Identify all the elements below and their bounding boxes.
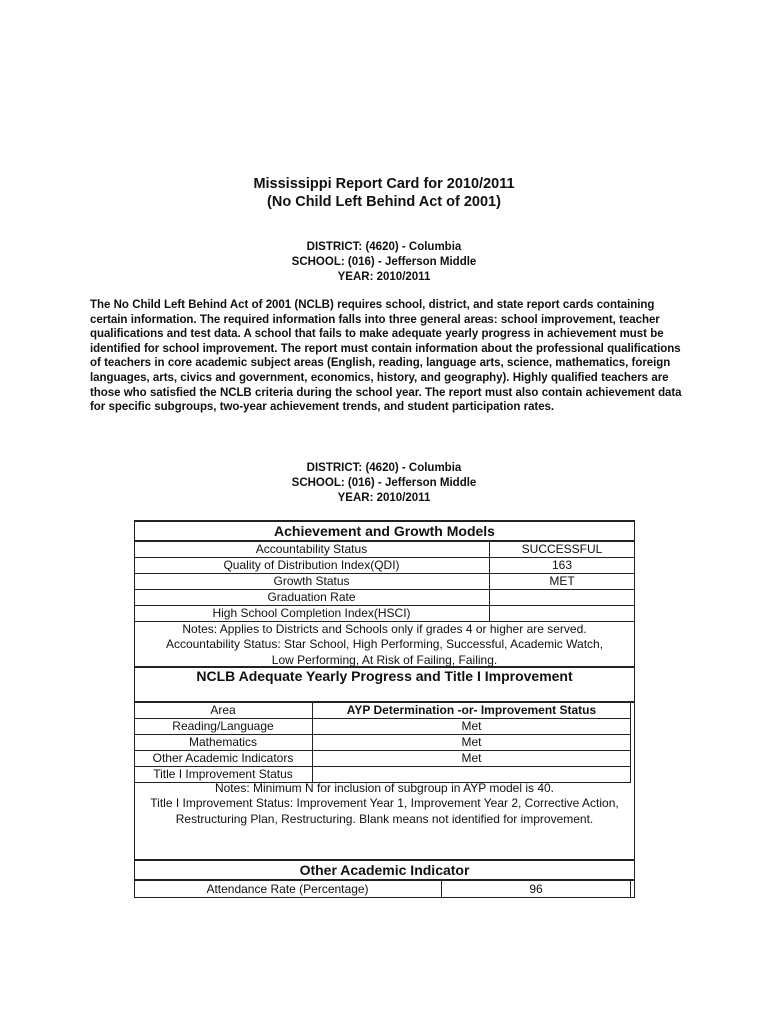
table-row-value (313, 766, 630, 782)
table-row-value: MET (549, 574, 575, 588)
table-row-value (490, 605, 634, 621)
table-row-label: Attendance Rate (Percentage) (206, 882, 369, 896)
other-indicator-section-title: Other Academic Indicator (299, 862, 470, 878)
table-border (134, 897, 635, 898)
table-border (630, 881, 631, 898)
table-row-value: 163 (551, 558, 573, 572)
table-row-value: Met (461, 751, 482, 765)
table-border (634, 520, 635, 898)
notes-line: Restructuring Plan, Restructuring. Blank means not identified for improvement. (175, 811, 594, 826)
achievement-notes (134, 622, 635, 668)
year-label: YEAR: 2010/2011 (337, 271, 431, 283)
table-row-value (490, 589, 634, 605)
table-row-label: Growth Status (273, 574, 350, 588)
ayp-notes (134, 781, 635, 827)
table-border (630, 702, 631, 783)
notes-line: Notes: Applies to Districts and Schools only if grades 4 or higher are served. (182, 622, 587, 636)
table-row-value: Met (461, 735, 482, 749)
notes-line: Accountability Status: Star School, High Performing, Successful, Academic Watch, (165, 637, 604, 652)
table-row-label: Other Academic Indicators (152, 751, 294, 765)
achievement-section-title: Achievement and Growth Models (274, 523, 495, 539)
table-row-label: Graduation Rate (267, 590, 356, 604)
year-label: YEAR: 2010/2011 (337, 492, 431, 504)
notes-line: Low Performing, At Risk of Failing, Failing. (271, 652, 498, 667)
column-header-area: Area (210, 703, 236, 717)
report-card-table (134, 520, 635, 898)
district-label: DISTRICT: (4620) - Columbia (306, 241, 462, 253)
header-info-top (0, 240, 768, 285)
table-row-value: Met (461, 719, 482, 733)
ayp-section-title: NCLB Adequate Yearly Progress and Title I Improvement (196, 668, 573, 684)
district-label: DISTRICT: (4620) - Columbia (306, 462, 462, 474)
table-row-value: 96 (529, 882, 543, 896)
page-title (0, 175, 768, 211)
table-row-label: High School Completion Index(HSCI) (212, 606, 411, 620)
table-row-label: Reading/Language (172, 719, 274, 733)
report-title: Mississippi Report Card for 2010/2011 (253, 176, 515, 192)
table-row-label: Mathematics (188, 735, 258, 749)
table-row-label: Accountability Status (255, 542, 368, 556)
column-header-status: AYP Determination -or- Improvement Status (346, 703, 597, 717)
table-row-label: Quality of Distribution Index(QDI) (223, 558, 400, 572)
report-subtitle: (No Child Left Behind Act of 2001) (267, 194, 501, 210)
school-label: SCHOOL: (016) - Jefferson Middle (291, 477, 477, 489)
header-info-bottom (0, 461, 768, 506)
intro-paragraph: The No Child Left Behind Act of 2001 (NCLB) requires school, district, and state report cards containing certain information. The required information falls into three general areas: school improvement, teacher qualifications and test data. A school that fails to make adequate yearly progress in achievement must be identified for school improvement. The report must contain information about the professional qualifications of teachers in core academic subject areas (English, reading, language arts, science, mathematics, foreign languages, arts, civics and government, economics, history, and geography). Highly qualified teachers are those who satisfied the NCLB criteria during the school year. The report must also contain achievement data for specific subgroups, two-year achievement trends, and student participation rates. (90, 299, 682, 414)
table-row-label: Title I Improvement Status (153, 767, 293, 781)
notes-line: Title I Improvement Status: Improvement Year 1, Improvement Year 2, Corrective Action, (150, 796, 619, 811)
table-row-value: SUCCESSFUL (521, 542, 603, 556)
school-label: SCHOOL: (016) - Jefferson Middle (291, 256, 477, 268)
notes-line: Notes: Minimum N for inclusion of subgroup in AYP model is 40. (214, 781, 555, 795)
